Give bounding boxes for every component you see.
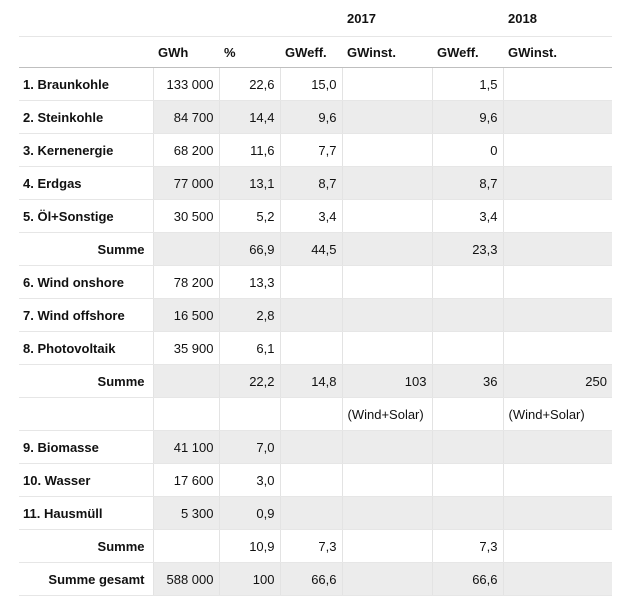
row-label: 1. Braunkohle <box>19 68 153 101</box>
cell-percent <box>219 398 280 431</box>
row-label: 8. Photovoltaik <box>19 332 153 365</box>
cell-gwinst-2017 <box>342 68 432 101</box>
cell-gweff-2017 <box>280 464 342 497</box>
cell-gwinst-2017 <box>342 134 432 167</box>
header-empty <box>432 0 503 37</box>
cell-gwinst-2017 <box>342 167 432 200</box>
cell-gwinst-2017 <box>342 101 432 134</box>
year-2018-header: 2018 <box>503 0 612 37</box>
cell-gwinst-2017 <box>342 464 432 497</box>
cell-gweff-2017: 7,3 <box>280 530 342 563</box>
cell-gweff-2017: 66,6 <box>280 563 342 596</box>
table-row <box>19 398 612 431</box>
cell-gweff-2017: 14,8 <box>280 365 342 398</box>
cell-percent: 100 <box>219 563 280 596</box>
cell-gwinst-2017 <box>342 431 432 464</box>
cell-percent: 6,1 <box>219 332 280 365</box>
cell-gwinst-2018 <box>503 68 612 101</box>
cell-gwh <box>153 233 219 266</box>
cell-gwh: 30 500 <box>153 200 219 233</box>
cell-gwh: 16 500 <box>153 299 219 332</box>
cell-percent: 14,4 <box>219 101 280 134</box>
energy-mix-table <box>19 0 612 596</box>
cell-gweff-2017: 7,7 <box>280 134 342 167</box>
cell-gweff-2017: 3,4 <box>280 200 342 233</box>
cell-percent: 5,2 <box>219 200 280 233</box>
table-row <box>19 200 612 233</box>
cell-gwinst-2018 <box>503 497 612 530</box>
header-empty <box>280 0 342 37</box>
cell-gwinst-2018: 250 <box>503 365 612 398</box>
cell-gweff-2018: 7,3 <box>432 530 503 563</box>
table-row <box>19 431 612 464</box>
unit-gwinst-2017-header: GWinst. <box>342 37 432 68</box>
cell-percent: 10,9 <box>219 530 280 563</box>
table-row <box>19 101 612 134</box>
table-row <box>19 68 612 101</box>
cell-gweff-2017: 15,0 <box>280 68 342 101</box>
cell-gweff-2017: 44,5 <box>280 233 342 266</box>
summary-row <box>19 563 612 596</box>
cell-gwh: 41 100 <box>153 431 219 464</box>
cell-gwh: 84 700 <box>153 101 219 134</box>
unit-gwh-header: GWh <box>153 37 219 68</box>
row-label: 9. Biomasse <box>19 431 153 464</box>
row-label: 4. Erdgas <box>19 167 153 200</box>
summary-row <box>19 530 612 563</box>
cell-gweff-2018: 9,6 <box>432 101 503 134</box>
cell-gweff-2017 <box>280 299 342 332</box>
cell-gwinst-2018 <box>503 200 612 233</box>
year-2017-header: 2017 <box>342 0 432 37</box>
cell-gweff-2018: 3,4 <box>432 200 503 233</box>
cell-gwh: 588 000 <box>153 563 219 596</box>
header-empty <box>19 37 153 68</box>
cell-percent: 3,0 <box>219 464 280 497</box>
cell-gwinst-2018 <box>503 530 612 563</box>
cell-percent: 0,9 <box>219 497 280 530</box>
row-label: Summe <box>19 365 153 398</box>
cell-gweff-2018 <box>432 398 503 431</box>
row-label: 3. Kernenergie <box>19 134 153 167</box>
summary-row <box>19 233 612 266</box>
header-empty <box>153 0 219 37</box>
cell-gwinst-2018 <box>503 431 612 464</box>
cell-gwinst-2018 <box>503 233 612 266</box>
header-empty <box>19 0 153 37</box>
cell-percent: 7,0 <box>219 431 280 464</box>
row-label: 7. Wind offshore <box>19 299 153 332</box>
cell-gwinst-2018 <box>503 167 612 200</box>
cell-gweff-2017: 8,7 <box>280 167 342 200</box>
cell-gwinst-2017 <box>342 200 432 233</box>
cell-gwinst-2018 <box>503 464 612 497</box>
cell-gweff-2018: 66,6 <box>432 563 503 596</box>
unit-gweff-2017-header: GWeff. <box>280 37 342 68</box>
cell-gweff-2018 <box>432 332 503 365</box>
cell-gwh: 78 200 <box>153 266 219 299</box>
cell-gwh <box>153 398 219 431</box>
table-row <box>19 497 612 530</box>
row-label: 11. Hausmüll <box>19 497 153 530</box>
cell-gweff-2018 <box>432 497 503 530</box>
cell-gwinst-2017 <box>342 563 432 596</box>
cell-gwh: 5 300 <box>153 497 219 530</box>
row-label: 5. Öl+Sonstige <box>19 200 153 233</box>
cell-gwh <box>153 530 219 563</box>
cell-gwinst-2018 <box>503 266 612 299</box>
row-label: 2. Steinkohle <box>19 101 153 134</box>
cell-gwh: 77 000 <box>153 167 219 200</box>
cell-gweff-2018: 8,7 <box>432 167 503 200</box>
cell-gweff-2017 <box>280 431 342 464</box>
cell-gweff-2018 <box>432 266 503 299</box>
table-row <box>19 299 612 332</box>
cell-gwinst-2018 <box>503 101 612 134</box>
cell-gwh: 35 900 <box>153 332 219 365</box>
cell-gweff-2018: 36 <box>432 365 503 398</box>
cell-gweff-2017 <box>280 332 342 365</box>
unit-gweff-2018-header: GWeff. <box>432 37 503 68</box>
cell-gwinst-2018: (Wind+Solar) <box>503 398 612 431</box>
row-label: Summe gesamt <box>19 563 153 596</box>
cell-gwinst-2017 <box>342 332 432 365</box>
table-row <box>19 134 612 167</box>
cell-percent: 13,1 <box>219 167 280 200</box>
cell-gwh: 68 200 <box>153 134 219 167</box>
cell-gwinst-2017 <box>342 266 432 299</box>
cell-gweff-2018 <box>432 431 503 464</box>
cell-percent: 11,6 <box>219 134 280 167</box>
cell-percent: 22,6 <box>219 68 280 101</box>
cell-gweff-2018 <box>432 299 503 332</box>
cell-gweff-2017 <box>280 398 342 431</box>
row-label <box>19 398 153 431</box>
cell-gweff-2017 <box>280 497 342 530</box>
table-row <box>19 332 612 365</box>
cell-gwinst-2017 <box>342 530 432 563</box>
row-label: 10. Wasser <box>19 464 153 497</box>
cell-gwinst-2018 <box>503 563 612 596</box>
cell-gweff-2018 <box>432 464 503 497</box>
table-row <box>19 464 612 497</box>
cell-gwh: 133 000 <box>153 68 219 101</box>
year-header-row <box>19 0 612 37</box>
cell-percent: 13,3 <box>219 266 280 299</box>
header-empty <box>219 0 280 37</box>
cell-gwh <box>153 365 219 398</box>
cell-gwinst-2017 <box>342 233 432 266</box>
cell-gwinst-2017 <box>342 299 432 332</box>
unit-percent-header: % <box>219 37 280 68</box>
cell-gwinst-2017 <box>342 497 432 530</box>
unit-gwinst-2018-header: GWinst. <box>503 37 612 68</box>
cell-gwinst-2018 <box>503 332 612 365</box>
cell-gwinst-2018 <box>503 134 612 167</box>
table-body <box>19 68 612 596</box>
row-label: Summe <box>19 233 153 266</box>
cell-gwinst-2018 <box>503 299 612 332</box>
cell-percent: 66,9 <box>219 233 280 266</box>
cell-gweff-2018: 0 <box>432 134 503 167</box>
cell-percent: 2,8 <box>219 299 280 332</box>
cell-gwinst-2017: 103 <box>342 365 432 398</box>
cell-gwh: 17 600 <box>153 464 219 497</box>
cell-gweff-2018: 1,5 <box>432 68 503 101</box>
row-label: 6. Wind onshore <box>19 266 153 299</box>
table-row <box>19 167 612 200</box>
cell-gweff-2017: 9,6 <box>280 101 342 134</box>
cell-gwinst-2017: (Wind+Solar) <box>342 398 432 431</box>
row-label: Summe <box>19 530 153 563</box>
table-row <box>19 266 612 299</box>
summary-row <box>19 365 612 398</box>
cell-gweff-2018: 23,3 <box>432 233 503 266</box>
unit-header-row <box>19 37 612 68</box>
cell-gweff-2017 <box>280 266 342 299</box>
cell-percent: 22,2 <box>219 365 280 398</box>
